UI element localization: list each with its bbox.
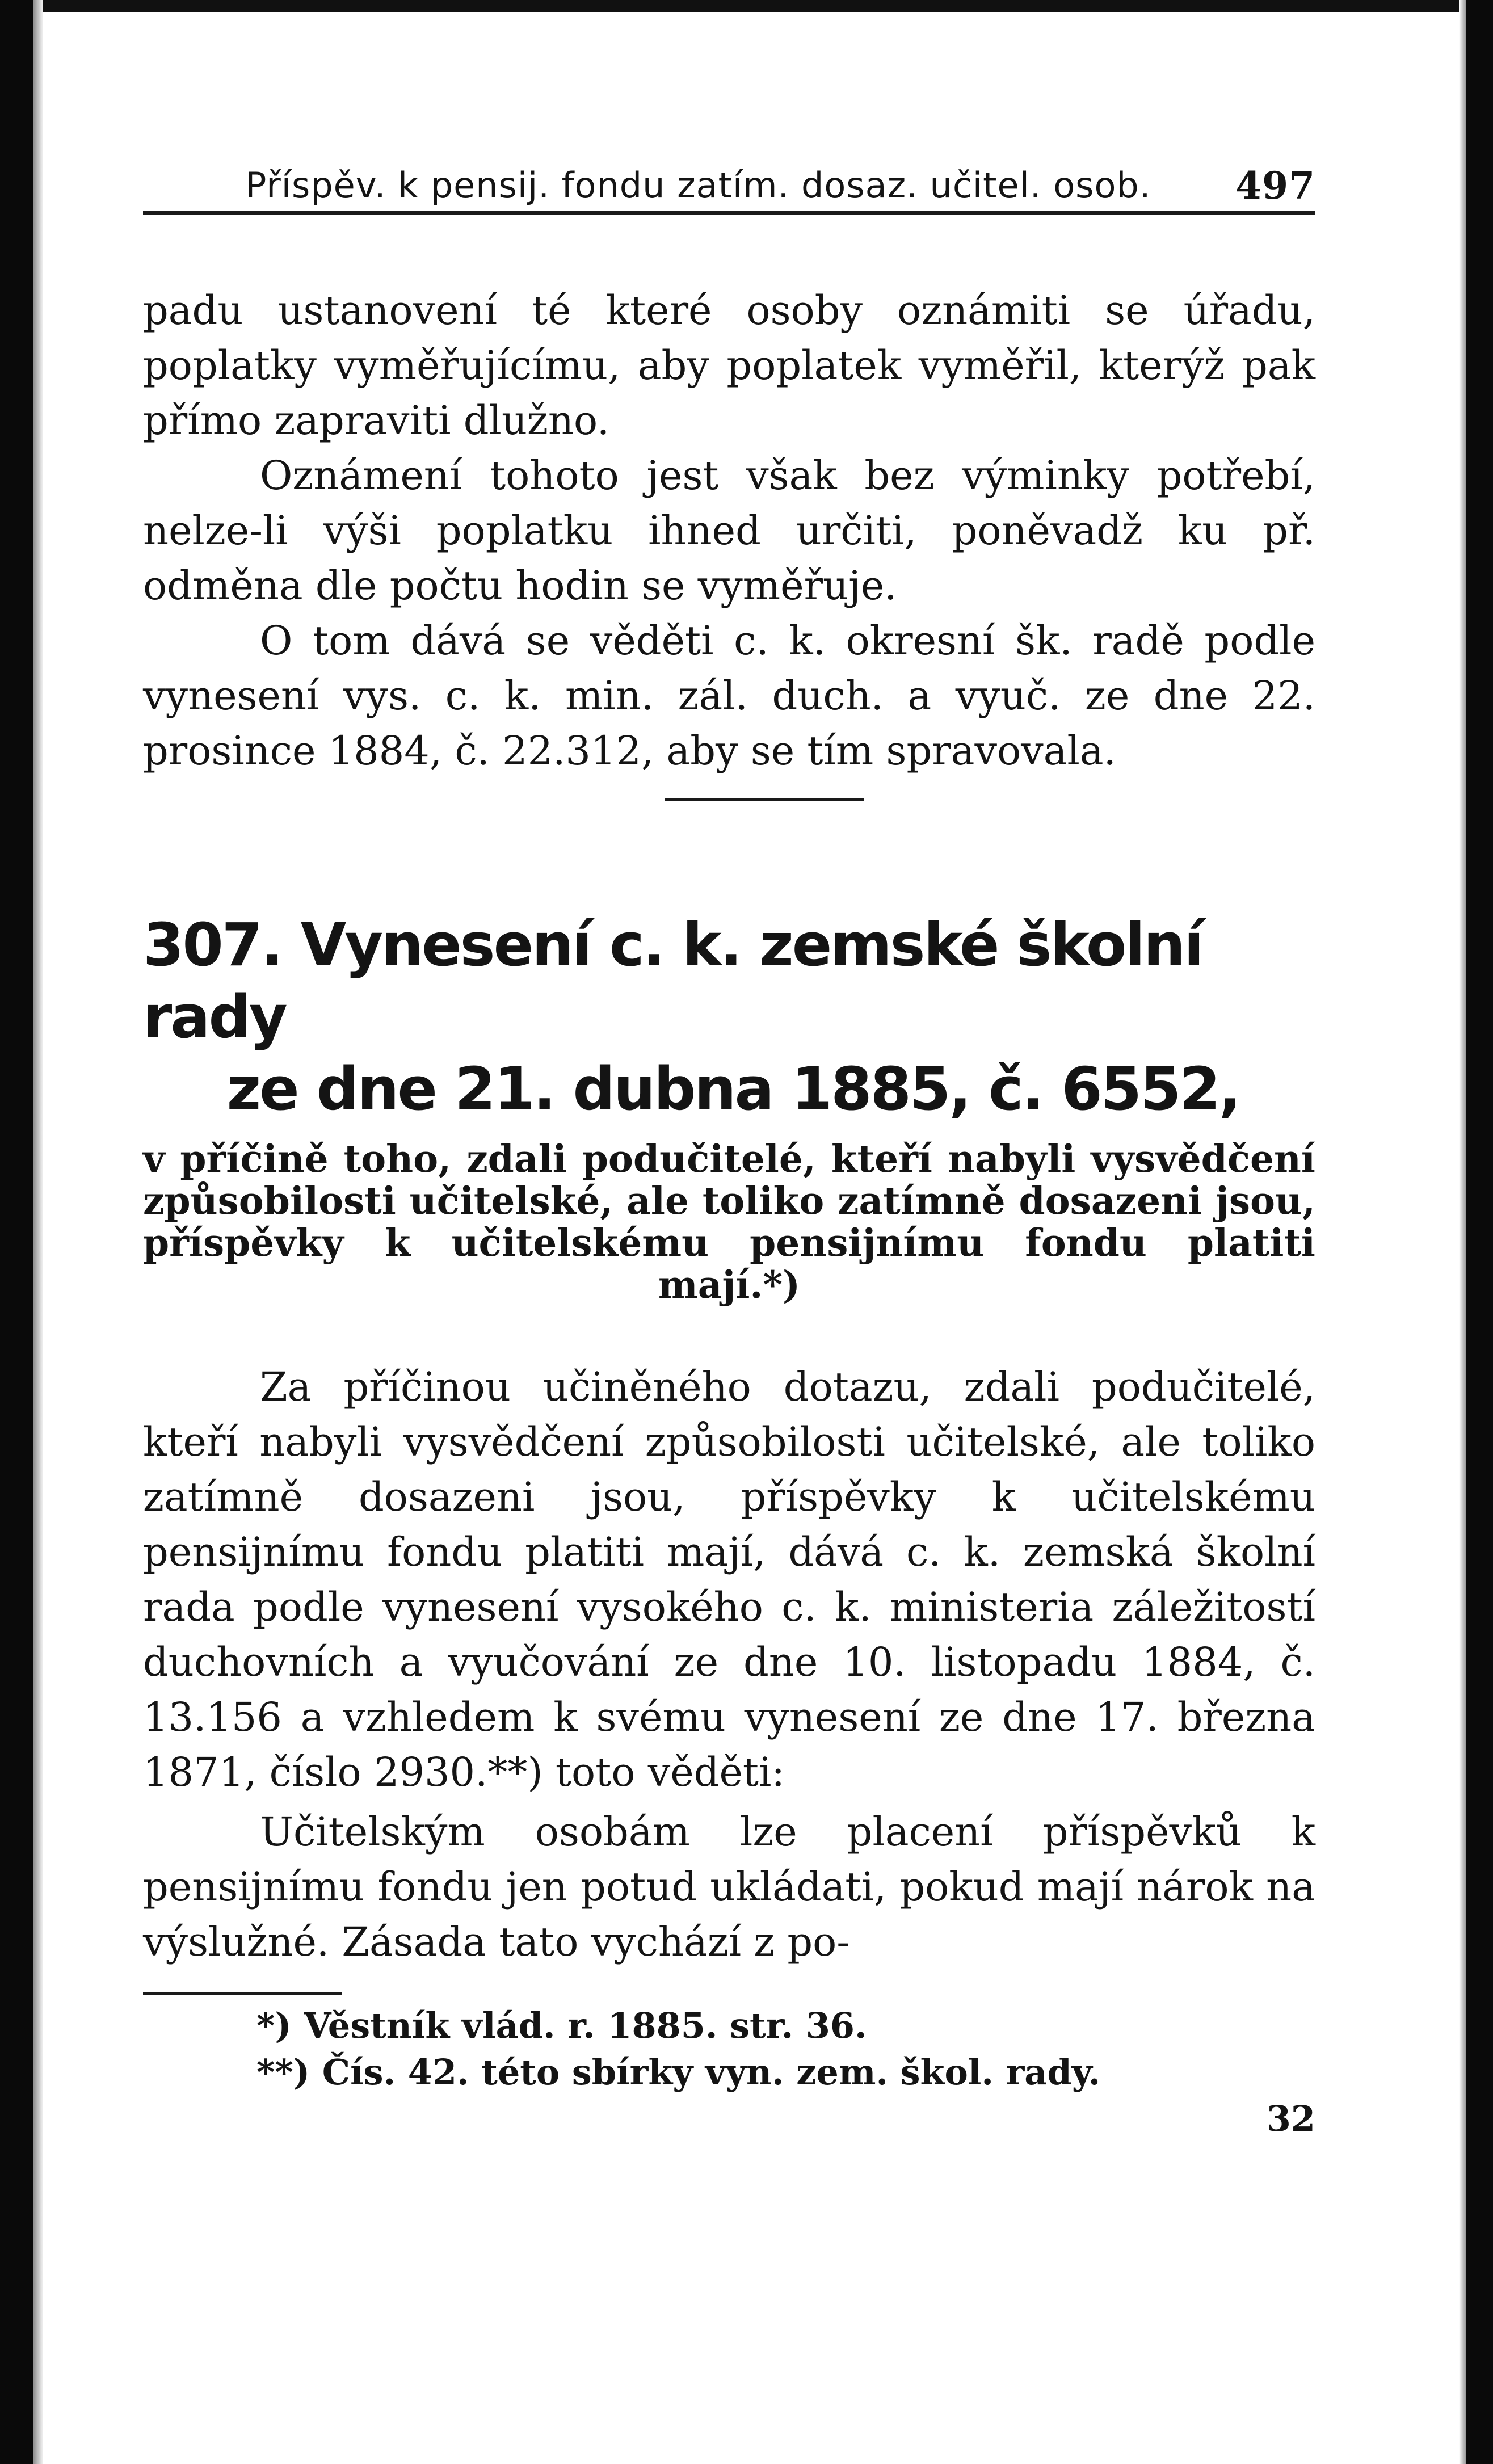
scan-edge-left: [0, 0, 33, 2464]
section-divider: [665, 798, 864, 801]
scan-edge-top: [0, 0, 1493, 12]
scan-shadow-right: [1459, 0, 1466, 2464]
paragraph-za-pricinou: Za příčinou učiněného dotazu, zdali podučitelé, kteří nabyli vysvědčení způsobilosti učitelské, ale toliko zatímně dosazeni jsou, příspěvky k učitelskému pensijnímu fondu platiti mají, dává c. k. zemská školní rada podle vynesení vysokého c. k. ministeria záležitostí duchovních a vyučování ze dne 10. listopadu 1884, č. 13.156 a vzhledem k svému vynesení ze dne 17. března 1871, číslo 2930.**) toto věděti:: [143, 1364, 1315, 1796]
running-head: [143, 153, 1315, 208]
printer-signature: 32: [1266, 2098, 1315, 2139]
footnote-2-mark: **): [256, 2051, 310, 2093]
footnotes: [143, 2003, 1315, 2096]
running-head-title: Příspěv. k pensij. fondu zatím. dosaz. učitel. osob.: [245, 165, 1151, 206]
footnote-2: [143, 2049, 1315, 2096]
section-heading-line1: 307. Vynesení c. k. zemské školní rady: [143, 910, 1202, 1052]
footnote-1: [143, 2003, 1315, 2049]
scan-edge-right: [1466, 0, 1493, 2464]
page-number: 497: [1235, 163, 1315, 208]
footnote-rule: [143, 1992, 342, 1995]
paragraph-continuation: padu ustanovení té které osoby oznámiti se úřadu, poplatky vyměřujícímu, aby poplatek vyměřil, kterýž pak přímo zapraviti dlužno.: [143, 287, 1315, 444]
section-heading-line2: ze dne 21. dubna 1885, č. 6552,: [226, 1054, 1240, 1124]
paragraph-ucitelskym: Učitelským osobám lze placení příspěvků k pensijnímu fondu jen potud ukládati, pokud mají nárok na výslužné. Zásada tato vychází z po-: [143, 1809, 1315, 1965]
footnote-2-text: Čís. 42. této sbírky vyn. zem. škol. rady.: [322, 2051, 1101, 2093]
scan-shadow-left: [33, 0, 43, 2464]
section-heading: [143, 909, 1315, 1125]
footnote-1-text: Věstník vlád. r. 1885. str. 36.: [304, 2005, 867, 2046]
footnote-1-mark: *): [256, 2005, 292, 2046]
section-subtitle: v příčině toho, zdali podučitelé, kteří nabyli vysvědčení způsobilosti učitelské, ale toliko zatímně dosazeni jsou, příspěvky k učitelskému pensijnímu fondu platiti mají.*): [143, 1137, 1315, 1307]
book-page: [143, 153, 1315, 2139]
header-rule: [143, 211, 1315, 215]
paragraph-o-tom: O tom dává se věděti c. k. okresní šk. radě podle vynesení vys. c. k. min. zál. duch. a vyuč. ze dne 22. prosince 1884, č. 22.312, aby se tím spravovala.: [143, 617, 1315, 774]
paragraph-oznameni: Oznámení tohoto jest však bez výminky potřebí, nelze-li výši poplatku ihned určiti, poněvadž ku př. odměna dle počtu hodin se vyměřuje.: [143, 452, 1315, 609]
